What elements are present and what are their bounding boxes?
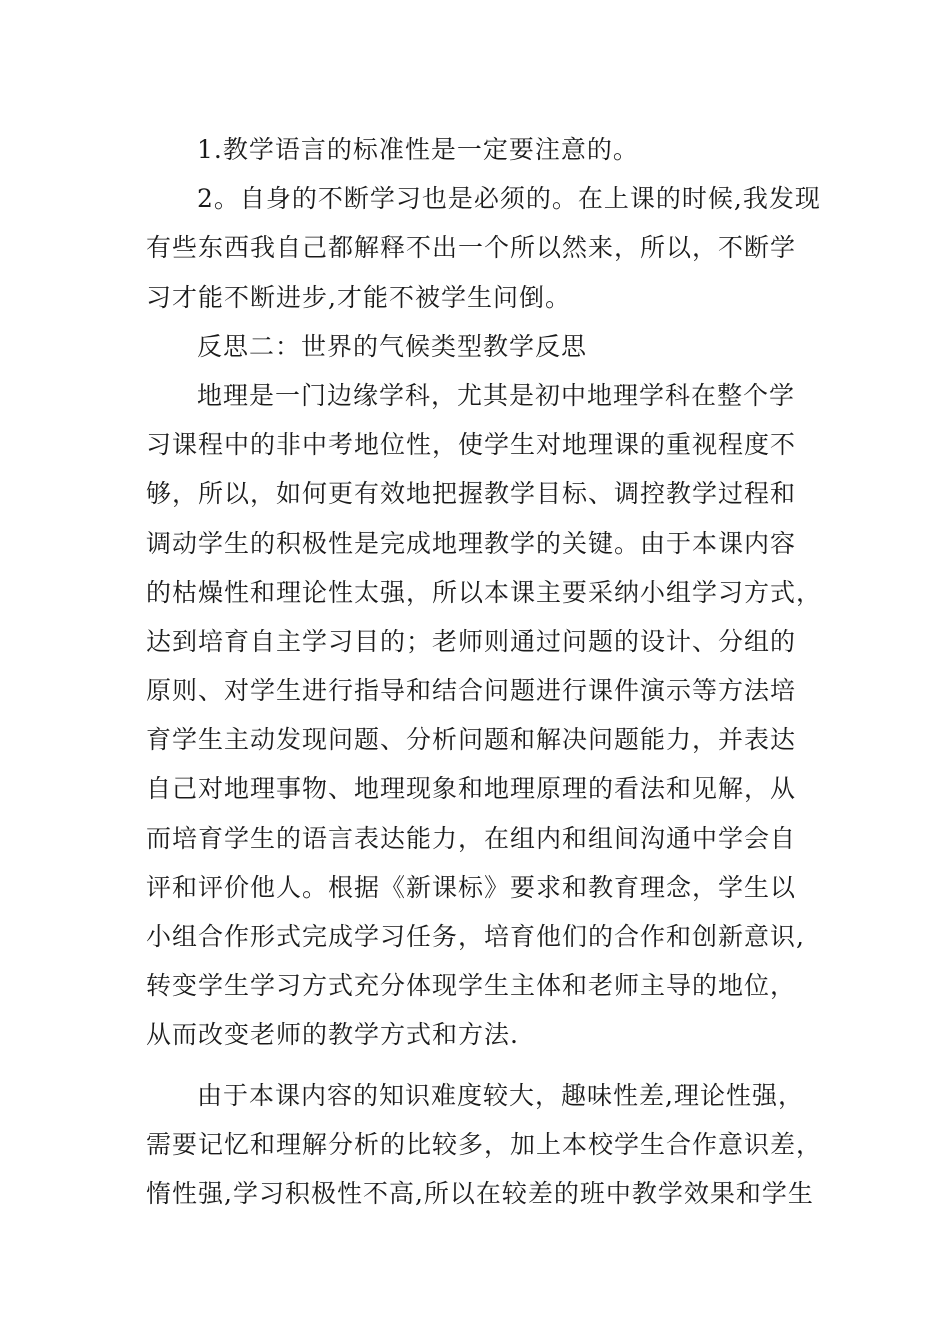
paragraph-line: 小组合作形式完成学习任务，培育他们的合作和创新意识, [146, 922, 805, 951]
paragraph-line: 习才能不断进步,才能不被学生问倒。 [146, 282, 571, 312]
paragraph-line: 够，所以，如何更有效地把握教学目标、调控教学过程和 [146, 479, 797, 509]
paragraph-line: 1.教学语言的标准性是一定要注意的。 [197, 135, 639, 164]
paragraph-line: 评和评价他人。根据《新课标》要求和教育理念，学生以 [146, 872, 797, 902]
paragraph-line: 2。自身的不断学习也是必须的。在上课的时候,我发现 [197, 184, 821, 214]
paragraph-line: 达到培育自主学习目的；老师则通过问题的设计、分组的 [146, 626, 797, 656]
section-heading: 反思二：世界的气候类型教学反思 [197, 331, 588, 361]
paragraph-line: 转变学生学习方式充分体现学生主体和老师主导的地位， [146, 971, 797, 1001]
paragraph-line: 需要记忆和理解分析的比较多，加上本校学生合作意识差， [146, 1129, 823, 1159]
paragraph-line: 惰性强,学习积极性不高,所以在较差的班中教学效果和学生 [146, 1178, 814, 1208]
paragraph-line: 地理是一门边缘学科，尤其是初中地理学科在整个学 [197, 380, 796, 410]
paragraph-line: 习课程中的非中考地位性，使学生对地理课的重视程度不 [146, 430, 797, 460]
paragraph-line: 的枯燥性和理论性太强，所以本课主要采纳小组学习方式， [146, 577, 823, 607]
paragraph-line: 由于本课内容的知识难度较大，趣味性差,理论性强， [197, 1080, 804, 1110]
paragraph-line: 原则、对学生进行指导和结合问题进行课件演示等方法培 [146, 676, 797, 706]
paragraph-line: 而培育学生的语言表达能力，在组内和组间沟通中学会自 [146, 823, 797, 853]
paragraph-line: 从而改变老师的教学方式和方法. [146, 1020, 519, 1050]
paragraph-line: 调动学生的积极性是完成地理教学的关键。由于本课内容 [146, 528, 797, 558]
document-body [146, 125, 823, 1218]
paragraph-line: 有些东西我自己都解释不出一个所以然来，所以，不断学 [146, 233, 797, 263]
paragraph-line: 育学生主动发现问题、分析问题和解决问题能力，并表达 [146, 725, 797, 755]
paragraph-line: 自己对地理事物、地理现象和地理原理的看法和见解，从 [146, 774, 797, 804]
